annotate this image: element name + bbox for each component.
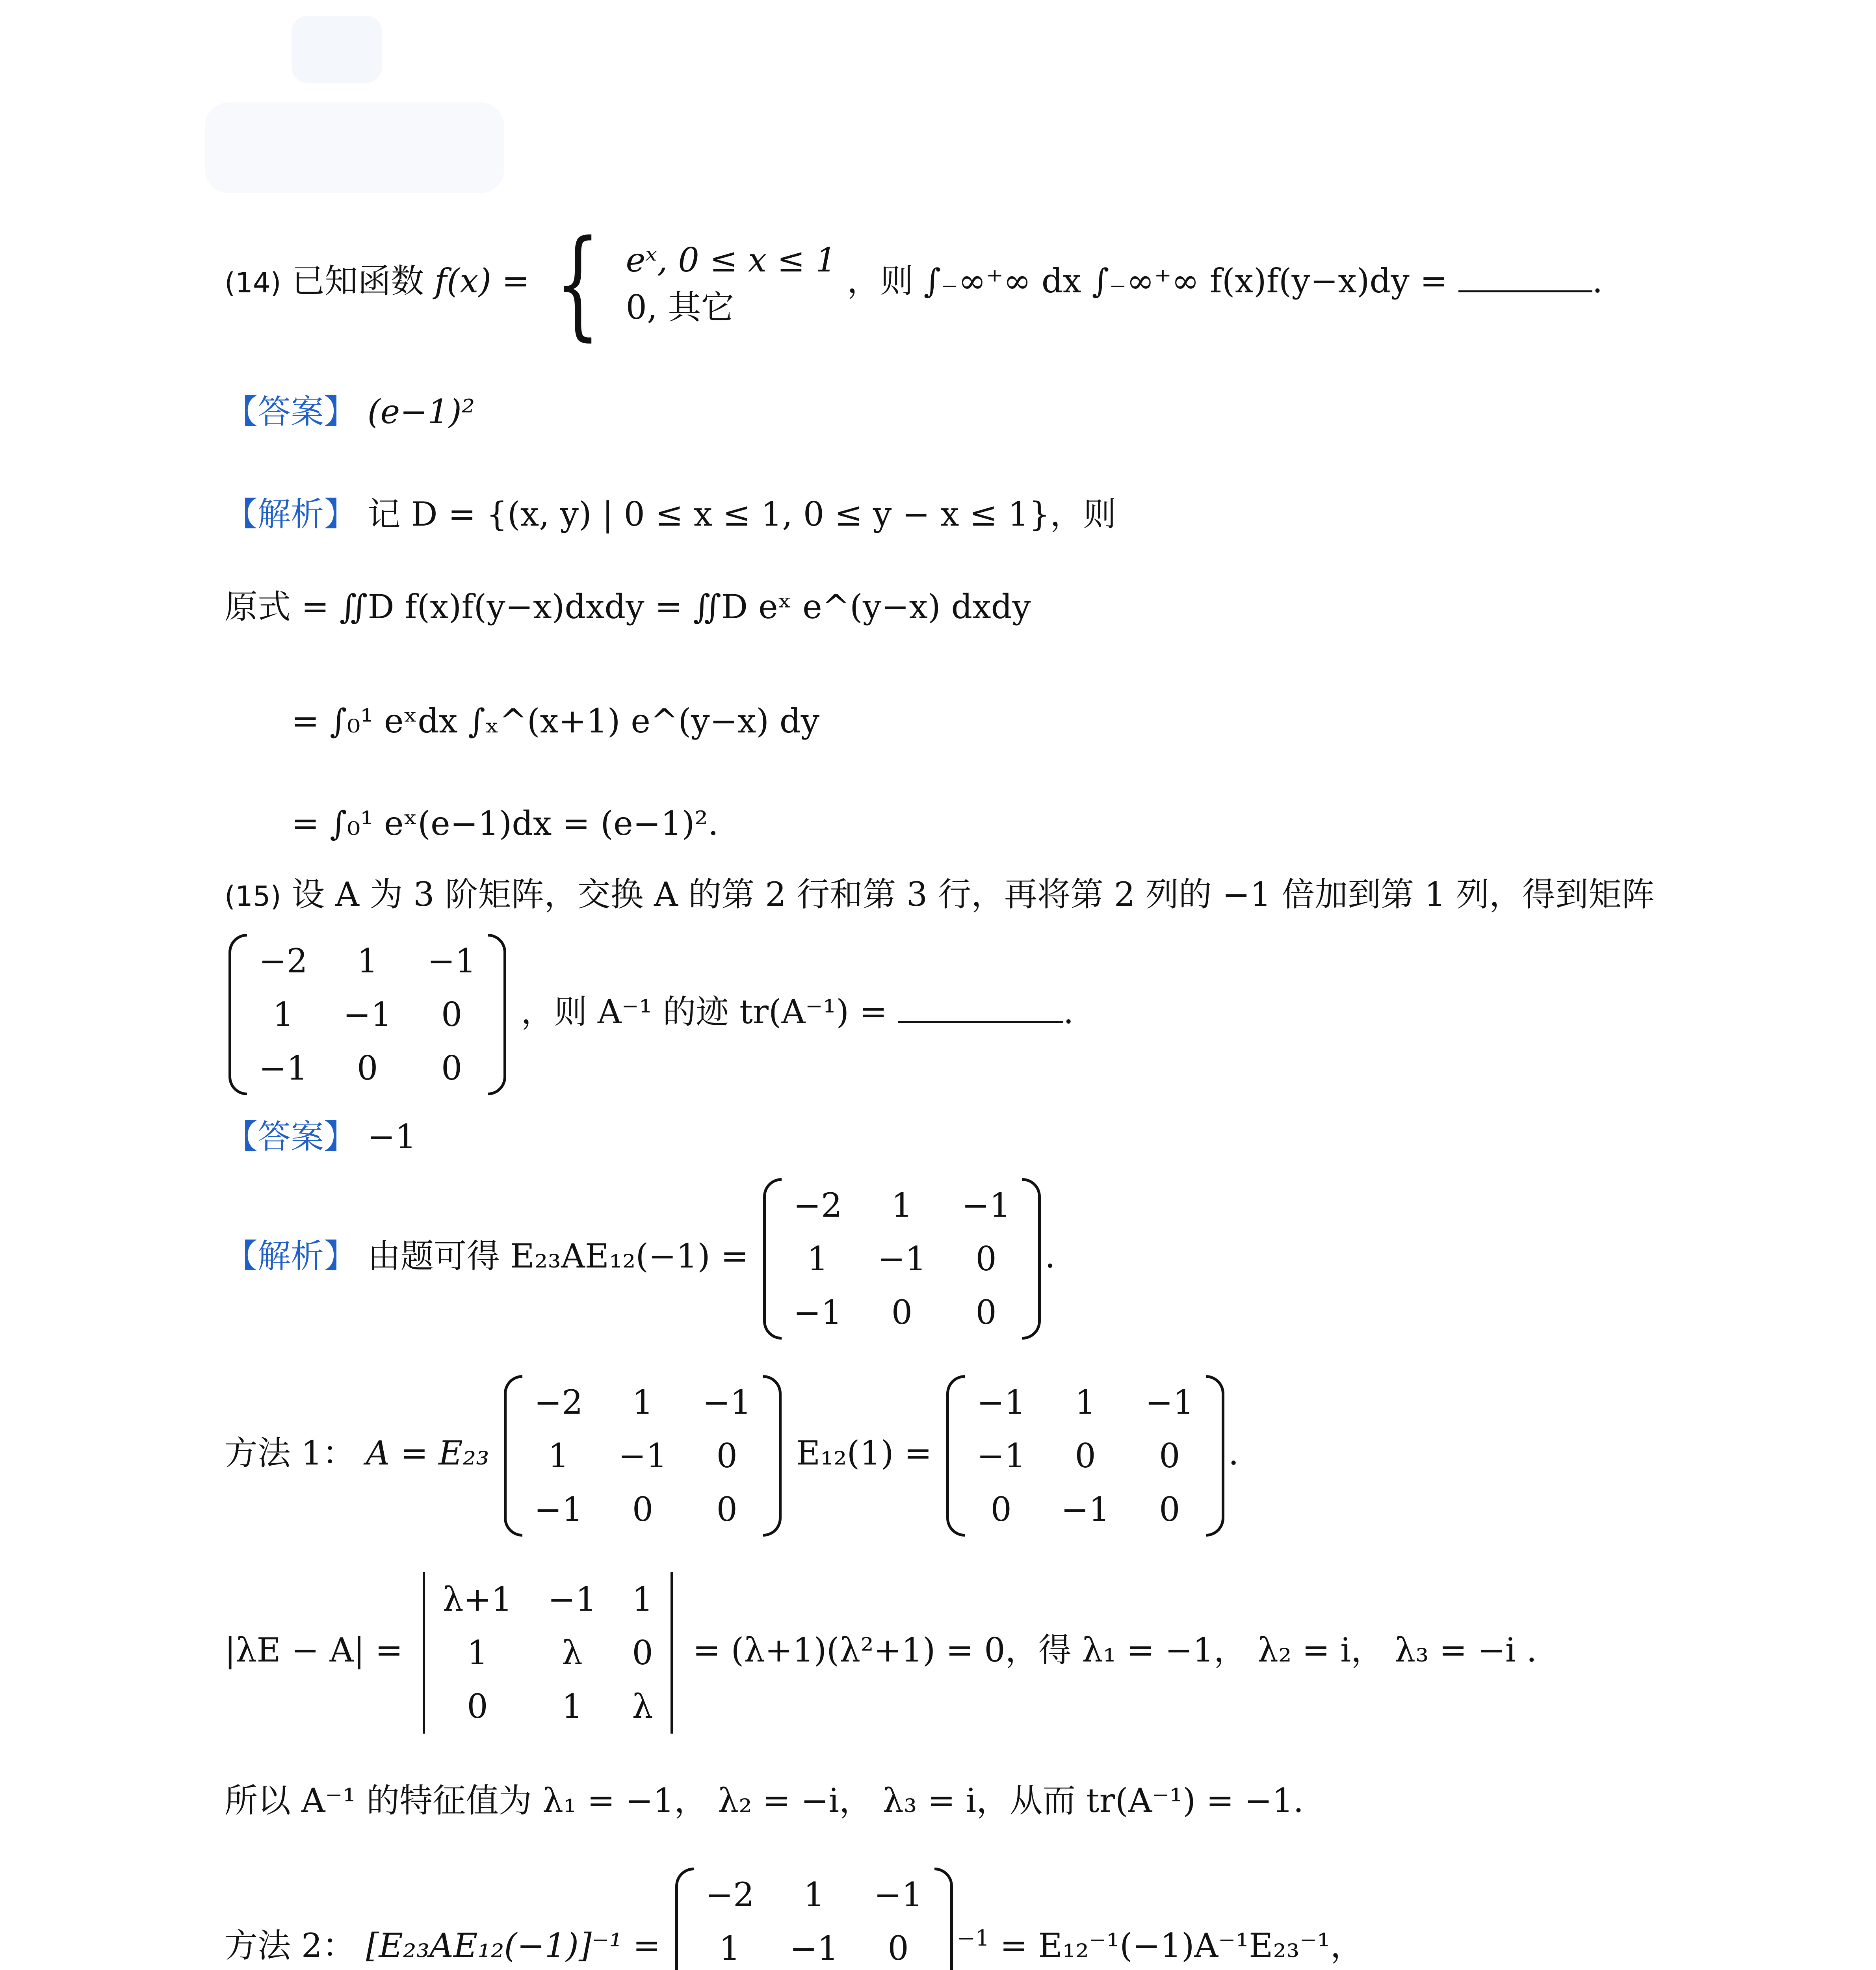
answer-tag: 【答案】 <box>225 392 357 431</box>
matrix-cell: 0 <box>975 1240 997 1278</box>
method2-matrix <box>675 1868 953 1970</box>
matrix-cell: 0 <box>467 1687 488 1726</box>
method1-matrix <box>504 1375 782 1537</box>
matrix-cell: 0 <box>975 1293 997 1332</box>
matrix-cell: −1 <box>789 1929 839 1968</box>
piecewise-cases: eˣ, 0 ≤ x ≤ 1 0, 其它 <box>626 241 837 327</box>
matrix-cell: 1 <box>548 1437 569 1475</box>
q14-stem: (14) 已知函数 f(x) = { eˣ, 0 ≤ x ≤ 1 0, 其它 ，则 ∫₋∞⁺∞ dx ∫₋∞⁺∞ f(x)f(y−x)dy = . <box>225 215 1603 352</box>
matrix-cell: 0 <box>716 1437 737 1475</box>
matrix-cell: 1 <box>632 1580 653 1619</box>
matrix-cell: −2 <box>705 1875 754 1914</box>
matrix-cell: −2 <box>534 1383 583 1422</box>
matrix-cell: −1 <box>259 1049 308 1087</box>
matrix-cell: λ <box>561 1634 583 1672</box>
q14-analysis-l3: = ∫₀¹ eˣdx ∫ₓ^(x+1) e^(y−x) dy <box>292 702 820 740</box>
matrix-cell: 1 <box>357 942 378 980</box>
answer-blank <box>898 998 1063 1023</box>
q15-stem: (15) 设 A 为 3 阶矩阵，交换 A 的第 2 行和第 3 行，再将第 2 列的 −1 倍加到第 1 列，得到矩阵 <box>225 875 1655 914</box>
determinant-line: |λE − A| = λ+1 −1 1 1 λ 0 0 1 λ = (λ+1)(λ²+1) = 0，得 λ₁ = −1， λ₂ = i， λ₃ = −i . <box>225 1572 1537 1734</box>
q14-analysis-l1: 【解析】 记 D = {(x, y) | 0 ≤ x ≤ 1, 0 ≤ y − x ≤ 1}，则 <box>225 495 1116 533</box>
matrix-cell: −1 <box>877 1240 927 1278</box>
method2-line: 方法 2： [E₂₃AE₁₂(−1)]⁻¹ = −2 1 −1 1 −1 0 $^{-1}$ = E₁₂⁻¹(−1)A⁻¹E₂₃⁻¹， <box>225 1868 1363 1970</box>
product-matrix <box>763 1178 1041 1340</box>
analysis-tag: 【解析】 <box>225 495 357 533</box>
q14-analysis-l4: = ∫₀¹ eˣ(e−1)dx = (e−1)². <box>292 804 719 843</box>
matrix-cell: 1 <box>719 1929 741 1968</box>
q14-answer: 【答案】 (e−1)² <box>225 392 475 431</box>
faint-header-mark <box>292 16 382 83</box>
matrix-cell: 1 <box>1075 1383 1096 1422</box>
matrix-grid <box>694 1868 934 1970</box>
matrix-cell: λ <box>632 1687 653 1726</box>
matrix-cell: 0 <box>1159 1490 1180 1529</box>
eigen-line: 所以 A⁻¹ 的特征值为 λ₁ = −1， λ₂ = −i， λ₃ = i，从而 tr(A⁻¹) = −1. <box>225 1781 1304 1820</box>
matrix-cell: 1 <box>891 1186 913 1225</box>
matrix-cell: 0 <box>632 1490 654 1529</box>
q15-analysis-l1: 【解析】 由题可得 E₂₃AE₁₂(−1) = −2 1 −1 1 −1 0 −1 0 0 . <box>225 1178 1055 1340</box>
matrix-cell: −2 <box>793 1186 842 1225</box>
matrix-cell: 0 <box>888 1929 909 1968</box>
matrix-cell: 0 <box>1075 1437 1096 1475</box>
matrix-cell: −1 <box>977 1437 1026 1475</box>
matrix-grid <box>782 1178 1022 1340</box>
matrix-cell: 0 <box>441 995 462 1034</box>
matrix-cell: −2 <box>259 942 308 980</box>
matrix-cell: λ+1 <box>442 1580 513 1619</box>
answer-blank <box>1458 267 1592 292</box>
matrix-cell: −1 <box>874 1875 923 1914</box>
left-brace: { <box>555 215 600 352</box>
method1-line: 方法 1： A = E₂₃ −2 1 −1 1 −1 0 −1 0 0 E₁₂(1) = −1 1 −1 −1 0 0 0 −1 0 . <box>225 1375 1239 1537</box>
matrix-cell: −1 <box>702 1383 752 1422</box>
matrix-cell: −1 <box>618 1437 667 1475</box>
matrix-grid <box>431 1572 665 1734</box>
matrix-grid <box>247 934 488 1095</box>
matrix-cell: 1 <box>273 995 294 1034</box>
matrix-cell: 0 <box>632 1634 653 1672</box>
matrix-cell: 1 <box>803 1875 825 1914</box>
matrix-cell: 0 <box>357 1049 378 1087</box>
matrix-cell: 0 <box>1159 1437 1180 1475</box>
matrix-cell: 0 <box>891 1293 913 1332</box>
determinant-matrix <box>417 1572 678 1734</box>
analysis-tag: 【解析】 <box>225 1237 357 1275</box>
matrix-cell: −1 <box>343 995 392 1034</box>
matrix-cell: 0 <box>441 1049 462 1087</box>
matrix-cell: 1 <box>561 1687 583 1726</box>
matrix-cell: −1 <box>1145 1383 1194 1422</box>
matrix-cell: 0 <box>716 1490 737 1529</box>
matrix-cell: 1 <box>632 1383 654 1422</box>
matrix-cell: −1 <box>977 1383 1026 1422</box>
matrix-cell: 1 <box>807 1240 828 1278</box>
given-matrix <box>228 934 506 1095</box>
matrix-cell: −1 <box>1061 1490 1110 1529</box>
matrix-cell: 1 <box>467 1634 488 1672</box>
faint-header-logo <box>205 102 504 193</box>
matrix-cell: −1 <box>793 1293 842 1332</box>
answer-tag: 【答案】 <box>225 1117 357 1156</box>
method1-result-matrix <box>946 1375 1224 1537</box>
matrix-grid <box>965 1375 1205 1537</box>
q14-number: (14) <box>225 267 281 299</box>
matrix-grid <box>522 1375 763 1537</box>
matrix-cell: −1 <box>534 1490 583 1529</box>
matrix-cell: 0 <box>990 1490 1012 1529</box>
matrix-cell: −1 <box>427 942 476 980</box>
q15-matrix-line: −2 1 −1 1 −1 0 −1 0 0 ，则 A⁻¹ 的迹 tr(A⁻¹) = . <box>225 934 1074 1095</box>
q15-number: (15) <box>225 880 281 913</box>
matrix-cell: −1 <box>962 1186 1011 1225</box>
q15-answer: 【答案】 −1 <box>225 1117 416 1156</box>
matrix-cell: −1 <box>548 1580 597 1619</box>
q14-analysis-l2: 原式 = ∬D f(x)f(y−x)dxdy = ∬D eˣ e^(y−x) dxdy <box>225 587 1031 626</box>
